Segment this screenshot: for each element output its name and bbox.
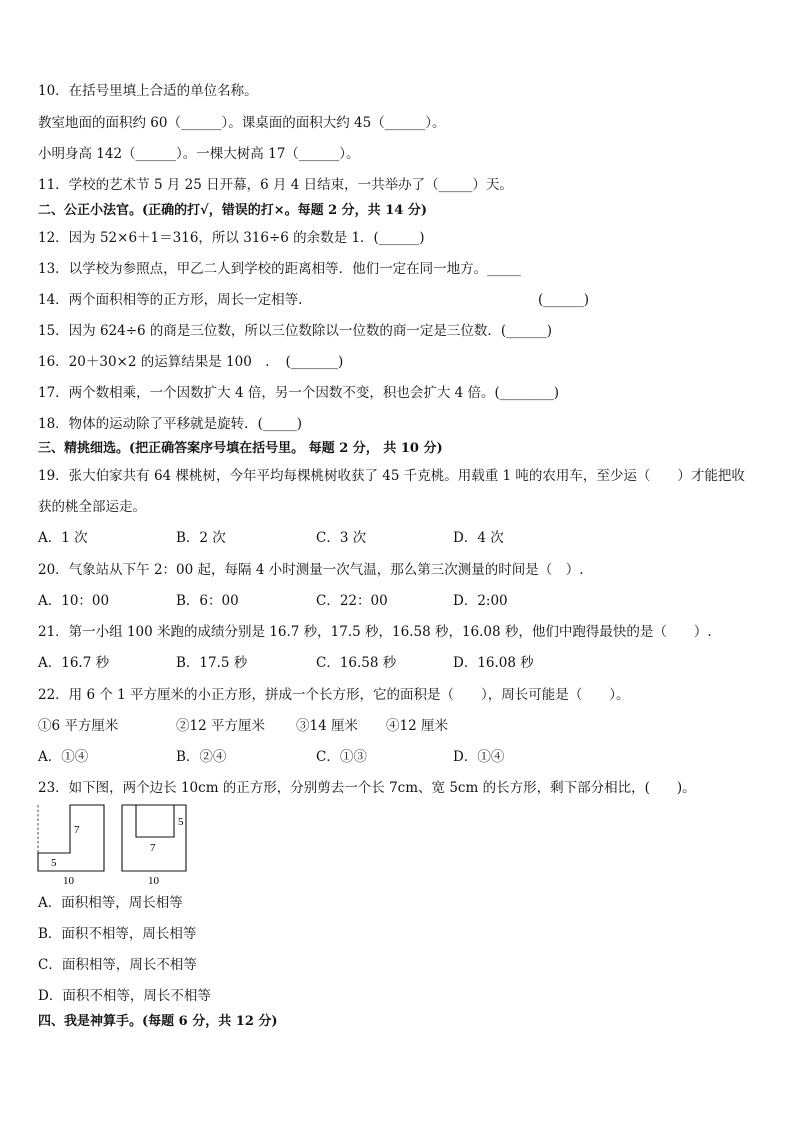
q21-option-d: D．16.08 秒 (453, 655, 534, 671)
q22-item-1: ①6 平方厘米 (38, 718, 119, 734)
q19-option-b: B．2 次 (176, 530, 226, 546)
q21-option-c: C．16.58 秒 (316, 655, 397, 671)
q23-option-c: C．面积相等，周长不相等 (38, 957, 197, 973)
right-label-5: 5 (178, 816, 184, 828)
q22-option-a: A．①④ (38, 749, 89, 765)
q23-option-d: D．面积不相等，周长不相等 (38, 988, 211, 1004)
question-19-continued: 获的桃全部运走。 (38, 499, 146, 515)
question-14-answer-blank: (______) (538, 292, 590, 308)
q21-option-b: B．17.5 秒 (176, 655, 248, 671)
question-22: 22．用 6 个 1 平方厘米的小正方形，拼成一个长方形，它的面积是（ ），周长可能是（ ）。 (38, 687, 630, 703)
q22-item-3: ③14 厘米 (296, 718, 358, 734)
q19-option-d: D．4 次 (453, 530, 504, 546)
question-17: 17．两个数相乘，一个因数扩大 4 倍，另一个因数不变，积也会扩大 4 倍。(________) (38, 385, 560, 401)
question-16: 16．20＋30×2 的运算结果是 100 ． (_______) (38, 354, 344, 370)
question-21: 21．第一小组 100 米跑的成绩分别是 16.7 秒，17.5 秒，16.58 秒，16.08 秒，他们中跑得最快的是（ ）. (38, 624, 712, 640)
q22-option-d: D．①④ (453, 749, 505, 765)
right-remaining-outline (122, 805, 186, 871)
question-13: 13．以学校为参照点，甲乙二人到学校的距离相等．他们一定在同一地方。_____ (38, 261, 521, 277)
left-label-5: 5 (51, 857, 57, 869)
right-label-10: 10 (148, 875, 159, 887)
figure-right-shape (122, 805, 186, 887)
q23-option-b: B．面积不相等，周长相等 (38, 926, 197, 942)
question-10-part-b: 小明身高 142（______）。一棵大树高 17（______）。 (38, 146, 360, 162)
question-20: 20．气象站从下午 2：00 起，每隔 4 小时测量一次气温，那么第三次测量的时间是（ ）. (38, 562, 584, 578)
q23-option-a: A．面积相等，周长相等 (38, 895, 183, 911)
figure-left-shape (38, 805, 104, 887)
section-3-heading: 三、精挑细选。(把正确答案序号填在括号里。 每题 2 分， 共 10 分) (38, 441, 443, 456)
q20-option-d: D．2:00 (453, 593, 508, 609)
question-19: 19．张大伯家共有 64 棵桃树，今年平均每棵桃树收获了 45 千克桃。用载重 1 吨的农用车，至少运（ ）才能把收 (38, 468, 745, 484)
question-23: 23．如下图，两个边长 10cm 的正方形，分别剪去一个长 7cm、宽 5cm 的长方形，剩下部分相比，( )。 (38, 780, 696, 796)
question-18: 18．物体的运动除了平移就是旋转．(_____) (38, 416, 302, 432)
question-12: 12．因为 52×6＋1＝316，所以 316÷6 的余数是 1．(______) (38, 230, 425, 246)
q19-option-c: C．3 次 (316, 530, 367, 546)
question-14: 14．两个面积相等的正方形，周长一定相等. (38, 292, 303, 308)
q22-option-c: C．①③ (316, 749, 367, 765)
q20-option-b: B．6：00 (176, 593, 239, 609)
left-removed-outline (38, 805, 70, 853)
q23-figure (36, 803, 196, 887)
q22-item-2: ②12 平方厘米 (176, 718, 265, 734)
q22-option-b: B．②④ (176, 749, 227, 765)
question-10: 10．在括号里填上合适的单位名称。 (38, 83, 258, 99)
right-label-7: 7 (150, 842, 156, 854)
question-11: 11．学校的艺术节 5 月 25 日开幕，6 月 4 日结束，一共举办了（_____）天。 (38, 177, 513, 193)
q19-option-a: A．1 次 (38, 530, 88, 546)
q22-item-4: ④12 厘米 (386, 718, 448, 734)
left-label-10: 10 (63, 875, 74, 887)
left-remaining-outline (38, 805, 104, 871)
section-2-heading: 二、公正小法官。(正确的打√，错误的打×。每题 2 分，共 14 分) (38, 203, 427, 218)
q21-option-a: A．16.7 秒 (38, 655, 110, 671)
section-4-heading: 四、我是神算手。(每题 6 分，共 12 分) (38, 1014, 278, 1029)
q20-option-a: A．10：00 (38, 593, 110, 609)
q20-option-c: C．22：00 (316, 593, 388, 609)
left-label-7: 7 (74, 824, 80, 836)
question-15: 15．因为 624÷6 的商是三位数，所以三位数除以一位数的商一定是三位数．(______) (38, 323, 552, 339)
question-10-part-a: 教室地面的面积约 60（______）。课桌面的面积大约 45（______）。 (38, 115, 446, 131)
